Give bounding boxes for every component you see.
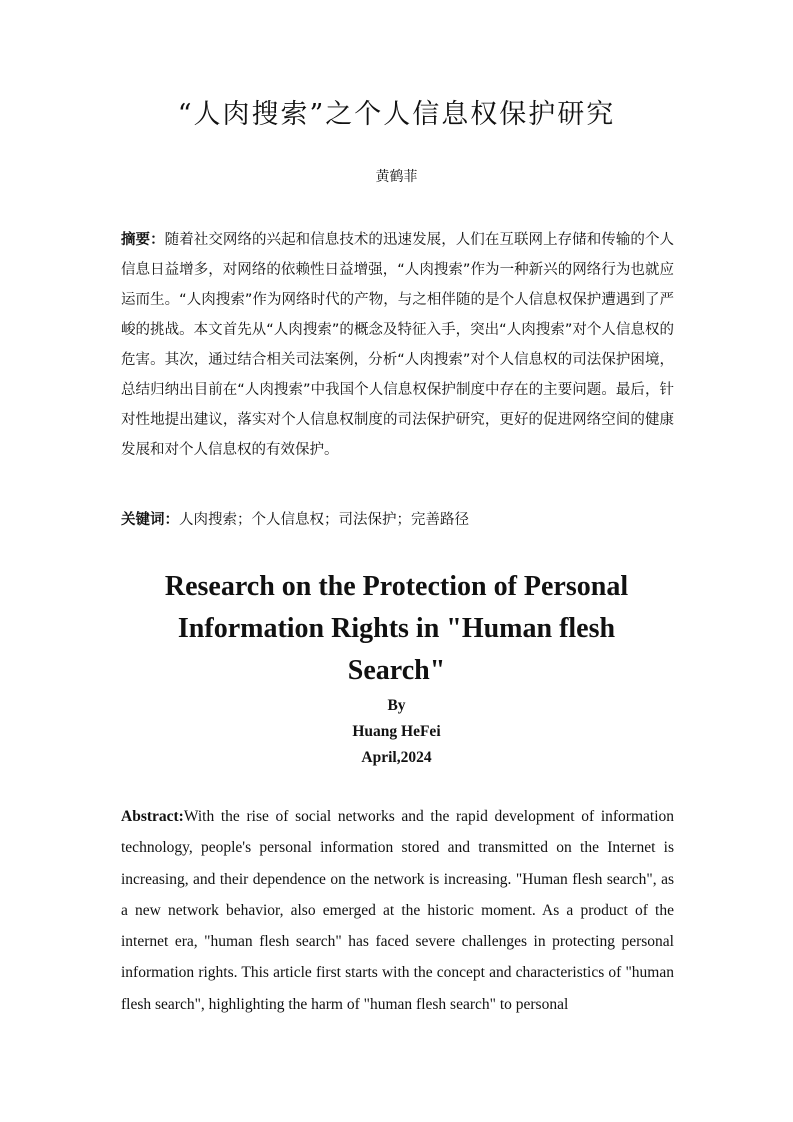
- english-by-line: By: [387, 697, 406, 714]
- chinese-title: “人肉搜索”之个人信息权保护研究: [177, 99, 616, 130]
- chinese-keywords: [121, 505, 674, 535]
- english-abstract: [121, 801, 674, 1020]
- chinese-abstract-text: 随着社交网络的兴起和信息技术的迅速发展，人们在互联网上存储和传输的个人信息日益增多，对网络的依赖性日益增强，“人肉搜索”作为一种新兴的网络行为也就应运而生。“人肉搜索”作为网络时代的产物，与之相伴随的是个人信息权保护遭遇到了严峻的挑战。本文首先从“人肉搜索”的概念及特征入手，突出“人肉搜索”对个人信息权的危害。其次，通过结合相关司法案例，分析“人肉搜索”对个人信息权的司法保护困境，总结归纳出目前在“人肉搜索”中我国个人信息权保护制度中存在的主要问题。最后，针对性地提出建议，落实对个人信息权制度的司法保护研究，更好的促进网络空间的健康发展和对个人信息权的有效保护。: [121, 232, 675, 458]
- english-author: Huang HeFei: [352, 723, 441, 740]
- english-abstract-label: Abstract:: [121, 808, 184, 825]
- english-abstract-text: With the rise of social networks and the rapid development of information technology, people's personal information stored and transmitted on the Internet is increasing, and their dependence on the network is increasing. "Human flesh search", as a new network behavior, also emerged at the historic moment. As a product of the internet era, "human flesh search" has faced severe challenges in protecting personal information rights. This article first starts with the concept and characteristics of "human flesh search", highlighting the harm of "human flesh search" to personal: [121, 808, 674, 1013]
- chinese-abstract: [121, 225, 674, 465]
- chinese-keywords-text: 人肉搜索；个人信息权；司法保护；完善路径: [179, 512, 469, 528]
- chinese-author: 黄鹤菲: [375, 169, 418, 185]
- chinese-keywords-label: 关键词：: [121, 512, 179, 528]
- chinese-abstract-label: 摘要：: [121, 232, 165, 248]
- english-date: April,2024: [361, 749, 432, 766]
- english-title: Research on the Protection of Personal Information Rights in "Human flesh Search": [164, 571, 629, 686]
